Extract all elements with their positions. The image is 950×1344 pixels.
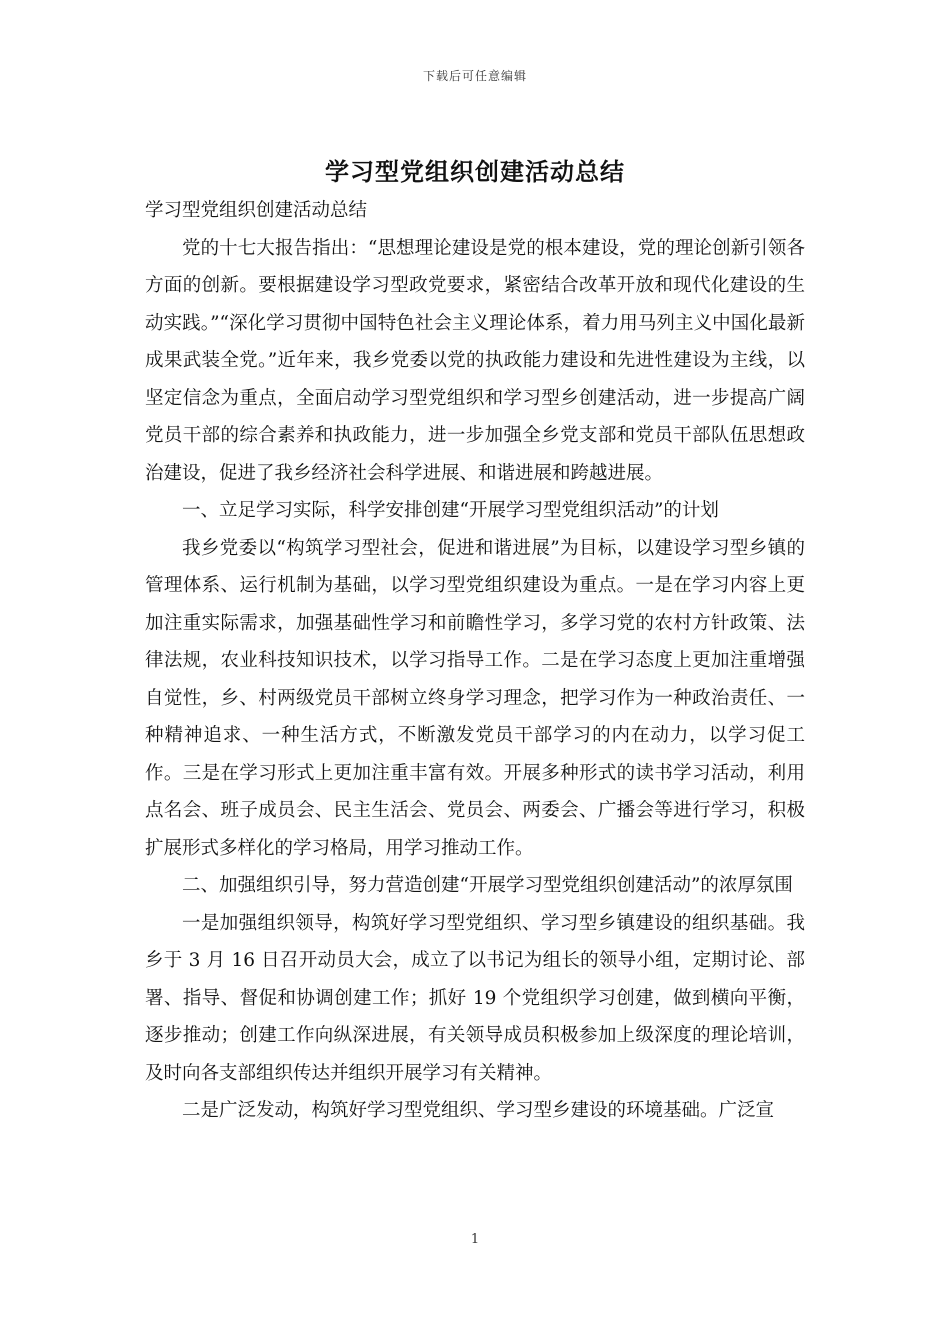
subtitle-paragraph: 学习型党组织创建活动总结: [145, 200, 368, 221]
section-1-paragraph: 我乡党委以“构筑学习型社会，促进和谐进展”为目标，以建设学习型乡镇的管理体系、运行机制为基础，以学习型党组织建设为重点。一是在学习内容上更加注重实际需求，加强基础性学习和前瞻性学习，多学习党的农村方针政策、法律法规，农业科技知识技术，以学习指导工作。二是在学习态度上更加注重增强自觉性，乡、村两级党员干部树立终身学习理念，把学习作为一种政治责任、一种精神追求、一种生活方式，不断激发党员干部学习的内在动力，以学习促工作。三是在学习形式上更加注重丰富有效。开展多种形式的读书学习活动，利用点名会、班子成员会、民主生活会、党员会、两委会、广播会等进行学习，积极扩展形式多样化的学习格局，用学习推动工作。: [145, 537, 805, 859]
page-number: 1: [470, 1232, 480, 1247]
section-2-paragraph-1: 一是加强组织领导，构筑好学习型党组织、学习型乡镇建设的组织基础。我乡于 3 月 16 日召开动员大会，成立了以书记为组长的领导小组，定期讨论、部署、指导、督促和协调创建工作；抓好 19 个党组织学习创建，做到横向平衡，逐步推动；创建工作向纵深进展，有关领导成员积极参加上级深度的理论培训，及时向各支部组织传达并组织开展学习有关精神。: [145, 912, 805, 1084]
section-heading-1: 一、立足学习实际，科学安排创建“开展学习型党组织活动”的计划: [182, 500, 719, 521]
section-heading-2: 二、加强组织引导，努力营造创建“开展学习型党组织创建活动”的浓厚氛围: [182, 875, 793, 896]
intro-paragraph: 党的十七大报告指出：“思想理论建设是党的根本建设，党的理论创新引领各方面的创新。要根据建设学习型政党要求，紧密结合改革开放和现代化建设的生动实践。”“深化学习贯彻中国特色社会主义理论体系，着力用马列主义中国化最新成果武装全党。”近年来，我乡党委以党的执政能力建设和先进性建设为主线，以坚定信念为重点，全面启动学习型党组织和学习型乡创建活动，进一步提高广阔党员干部的综合素养和执政能力，进一步加强全乡党支部和党员干部队伍思想政治建设，促进了我乡经济社会科学进展、和谐进展和跨越进展。: [145, 237, 805, 484]
section-2-paragraph-2: 二是广泛发动，构筑好学习型党组织、学习型乡建设的环境基础。广泛宣: [182, 1100, 775, 1121]
header-note: 下载后可任意编辑: [422, 69, 527, 83]
document-body: [145, 192, 805, 1130]
document-title: 学习型党组织创建活动总结: [325, 157, 625, 186]
